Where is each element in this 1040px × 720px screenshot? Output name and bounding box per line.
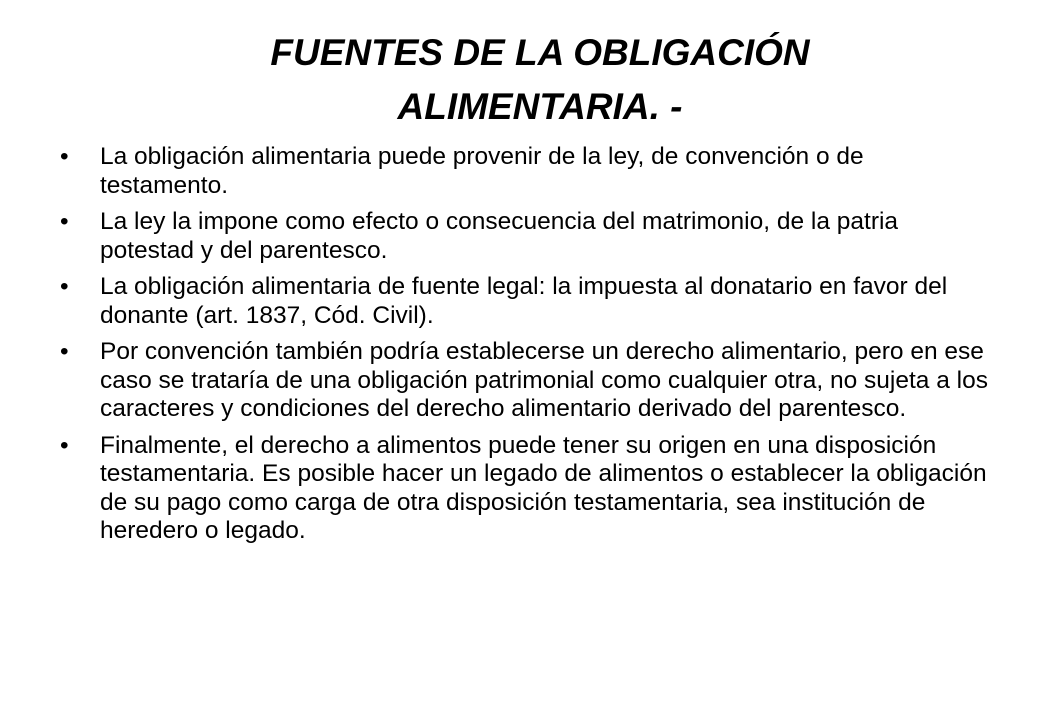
- bullet-dot-icon: •: [60, 338, 69, 365]
- bullet-item: [60, 338, 990, 424]
- slide-title: [120, 26, 960, 134]
- bullet-dot-icon: •: [60, 143, 69, 170]
- bullet-list: [60, 143, 990, 554]
- bullet-text: Finalmente, el derecho a alimentos puede tener su origen en una disposición testamentaria. Es posible hacer un legado de alimentos o establecer la obligación de su pago como carga de otra disposición testamentaria, sea institución de heredero o legado.: [100, 431, 987, 544]
- bullet-dot-icon: •: [60, 208, 69, 235]
- bullet-text: Por convención también podría establecerse un derecho alimentario, pero en ese caso se trataría de una obligación patrimonial como cualquier otra, no sujeta a los caracteres y condiciones del derecho alimentario derivado del parentesco.: [100, 338, 988, 422]
- bullet-dot-icon: •: [60, 273, 69, 300]
- bullet-item: [60, 432, 990, 546]
- bullet-text: La ley la impone como efecto o consecuencia del matrimonio, de la patria potestad y del parentesco.: [100, 208, 899, 264]
- bullet-item: [60, 208, 990, 265]
- slide-title-line-2: ALIMENTARIA. -: [397, 86, 683, 127]
- bullet-text: La obligación alimentaria de fuente legal: la impuesta al donatario en favor del donante (art. 1837, Cód. Civil).: [100, 273, 948, 329]
- bullet-item: [60, 273, 990, 330]
- bullet-dot-icon: •: [60, 431, 69, 459]
- slide-title-line-1: FUENTES DE LA OBLIGACIÓN: [270, 32, 810, 73]
- bullet-item: [60, 143, 990, 200]
- bullet-text: La obligación alimentaria puede provenir de la ley, de convención o de testamento.: [100, 143, 864, 199]
